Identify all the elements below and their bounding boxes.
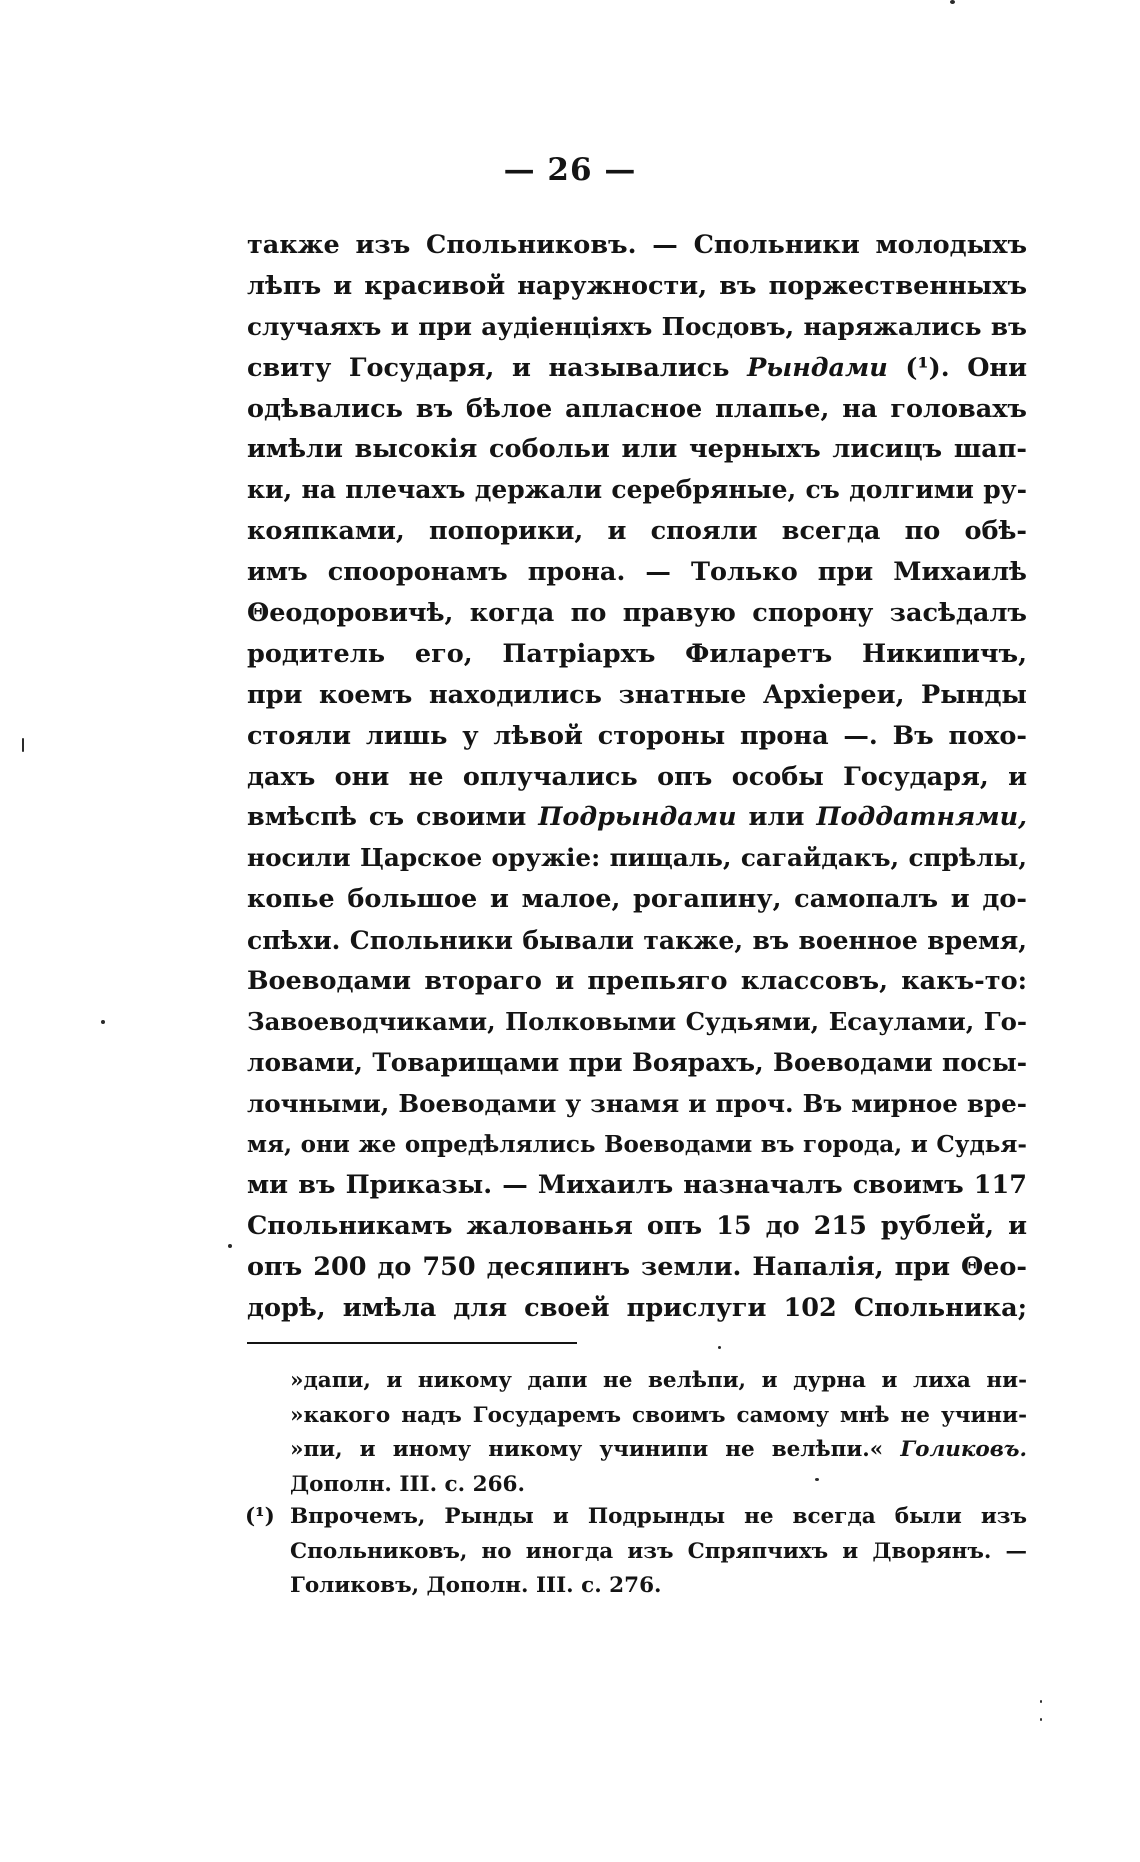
text-line: вмѣспѣ съ своими Подрындами или Поддатнями, [247, 802, 1028, 833]
footnote-continuation [290, 1364, 1027, 1502]
main-text [247, 225, 1027, 1329]
print-speck [22, 738, 24, 752]
footnote-line: »дапи, и никому дапи не велѣпи, и дурна и лиха ни- [290, 1368, 1027, 1393]
text-line: одѣвались въ бѣлое апласное плапье, на головахъ [247, 393, 1027, 424]
text-line: случаяхъ и при аудіенціяхъ Посдовъ, наряжались въ [247, 311, 1027, 341]
text-line: опъ 200 до 750 десяпинъ земли. Напалія, при Θео- [247, 1252, 1027, 1283]
text-line: спѣхи. Спольники бывали также, въ военное время, [247, 925, 1027, 956]
italic-term: Рындами [747, 352, 888, 383]
text-line: кояпками, попорики, и спояли всегда по обѣ- [247, 516, 1027, 547]
footnote-rule [247, 1342, 577, 1344]
text-line: Спольникамъ жалованья опъ 15 до 215 рублей, и [247, 1211, 1027, 1242]
text-line: Θеодоровичѣ, когда по правую спорону засѣдалъ [247, 598, 1027, 629]
footnote-line: Голиковъ, Дополн. III. с. 276. [290, 1573, 662, 1598]
text-line: ловами, Товарищами при Воярахъ, Воеводами посы- [247, 1047, 1027, 1077]
footnote-line: »какого надъ Государемъ своимъ самому мнѣ не учини- [290, 1402, 1027, 1428]
text-line: стояли лишь у лѣвой стороны прона —. Въ похо- [247, 720, 1027, 751]
footnote-line: Спольниковъ, но иногда изъ Спряпчихъ и Дворянъ. — [290, 1538, 1027, 1564]
text-line: ми въ Приказы. — Михаилъ назначалъ своимъ 117 [247, 1170, 1027, 1201]
text-line: родитель его, Патріархъ Филаретъ Никипичъ, [247, 638, 1027, 669]
text-line: лѣпъ и красивой наружности, въ поржественныхъ [247, 270, 1027, 301]
print-speck [1040, 1700, 1042, 1703]
italic-term: Подрындами [538, 802, 737, 833]
text-line: дорѣ, имѣла для своей прислуги 102 Спольника; [247, 1293, 1027, 1324]
text-line: также изъ Спольниковъ. — Спольники молодыхъ [247, 230, 1027, 260]
text-line: копье большое и малое, рогапину, самопалъ и до- [247, 884, 1027, 915]
text-line: свиту Государя, и назывались Рындами (¹). Они [247, 352, 1027, 383]
text-line: Завоеводчиками, Полковыми Судьями, Есаулами, Го- [247, 1006, 1027, 1036]
footnote-line: »пи, и иному никому учинипи не велѣпи.« Голиковъ. [290, 1437, 1027, 1462]
text-line: мя, они же опредѣлялись Воеводами въ города, и Судья- [247, 1130, 1027, 1158]
text-line: имъ спооронамъ прона. — Только при Михаилѣ [247, 557, 1027, 588]
footnote-marker: (¹) [245, 1504, 275, 1529]
italic-term: Голиковъ. [900, 1437, 1027, 1462]
footnote-line: Дополн. III. с. 266. [290, 1471, 525, 1497]
print-speck [1040, 1718, 1042, 1721]
footnote-line: Впрочемъ, Рынды и Подрынды не всегда были изъ [290, 1504, 1027, 1529]
print-speck [101, 1020, 105, 1024]
print-speck [718, 1346, 721, 1349]
print-speck [815, 1478, 819, 1481]
footnote-body [290, 1500, 1027, 1604]
text-line: лочными, Воеводами у знамя и проч. Въ мирное вре- [247, 1088, 1027, 1118]
print-speck [950, 0, 955, 4]
print-speck [228, 1244, 232, 1248]
text-line: имѣли высокія собольи или черныхъ лисицъ шап- [247, 434, 1027, 465]
italic-term: Поддатнями, [816, 802, 1028, 833]
text-line: ки, на плечахъ держали серебряные, съ долгими ру- [247, 475, 1027, 505]
page-number: — 26 — [503, 152, 637, 188]
text-line: при коемъ находились знатные Архіереи, Рынды [247, 679, 1027, 710]
text-line: Воеводами вторaго и препьяго классовъ, какъ-то: [247, 966, 1027, 997]
text-line: дахъ они не оплучались опъ особы Государя, и [247, 761, 1027, 792]
text-line: носили Царское оружіе: пищаль, сагайдакъ, спрѣлы, [247, 843, 1027, 873]
